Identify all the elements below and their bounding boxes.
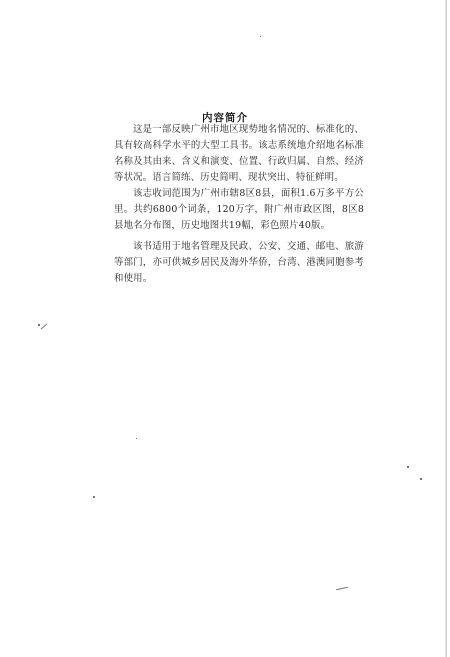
scan-speck (420, 478, 422, 480)
scan-edge-shadow (445, 0, 447, 657)
scan-speck (260, 36, 261, 37)
scan-speck (407, 466, 409, 468)
audience-paragraph: 该书适用于地名管理及民政、公安、交通、邮电、旅游等部门，亦可供城乡居民及海外华侨，台湾、港澳同胞参考和使用。 (114, 241, 364, 284)
scan-speck (136, 438, 137, 439)
scan-speck (38, 324, 40, 326)
scan-scratch (41, 324, 48, 330)
scan-scratch (336, 587, 348, 590)
page-title: 内容简介 (202, 112, 248, 125)
intro-paragraph: 这是一部反映广州市地区现势地名情况的、标准化的、具有较高科学水平的大型工具书。该志系统地介绍地名标准名称及其由来、含义和演变、位置、行政归属、自然、经济等状况。语言简练、历史简明、现状突出、特征鲜明。 (114, 124, 364, 183)
scan-speck (93, 496, 95, 498)
scope-paragraph: 该志收词范围为广州市辖8区8县，面积1.6万多平方公里。共约6800个词条，120万字，附广州市政区图，8区8县地名分布图，历史地图共19幅，彩色照片40版。 (114, 188, 364, 231)
